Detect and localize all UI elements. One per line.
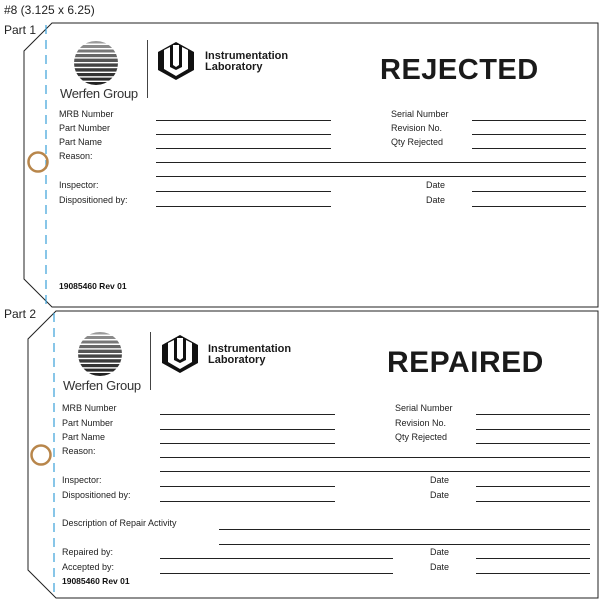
part2-repaired-by-label: Repaired by: — [62, 547, 114, 557]
part1-brand-line1: Instrumentation — [205, 50, 289, 62]
part2-date3-field[interactable] — [476, 558, 590, 559]
part1-partname-field[interactable] — [156, 148, 331, 149]
part2-dispositioned-label: Dispositioned by: — [62, 490, 131, 500]
part2-title: REPAIRED — [387, 346, 544, 379]
part1-revision-field[interactable] — [472, 134, 586, 135]
size-header: #8 (3.125 x 6.25) — [4, 3, 95, 17]
part1-qty-label: Qty Rejected — [391, 137, 444, 147]
part2-serial-label: Serial Number — [395, 403, 453, 413]
part2-partname-field[interactable] — [160, 443, 335, 444]
part1-doc-number: 19085460 Rev 01 — [59, 281, 127, 291]
il-cube-icon-2 — [160, 333, 200, 373]
part1-partname-label: Part Name — [59, 137, 103, 147]
part2-revision-label: Revision No. — [395, 418, 447, 428]
part2-inspector-label: Inspector: — [62, 475, 102, 485]
part2-mrb-field[interactable] — [160, 414, 335, 415]
part2-partnumber-label: Part Number — [62, 418, 114, 428]
part2-date3-label: Date — [430, 547, 450, 557]
part2-doc-number: 19085460 Rev 01 — [62, 576, 130, 586]
part1-inspector-label: Inspector: — [59, 180, 99, 190]
part1-mrb-field[interactable] — [156, 120, 331, 121]
part2-qty-label: Qty Rejected — [395, 432, 448, 442]
part1-dispositioned-label: Dispositioned by: — [59, 195, 128, 205]
werfen-globe-icon-2 — [76, 331, 124, 377]
part2-brand-line2: Laboratory — [208, 354, 266, 366]
part2-repair-desc-label: Description of Repair Activity — [62, 518, 177, 528]
part1-company-name: Werfen Group — [60, 86, 138, 101]
part2-accepted-by-label: Accepted by: — [62, 562, 115, 572]
part2-brand — [208, 344, 291, 366]
part1-title: REJECTED — [380, 54, 539, 86]
part1-date2-field[interactable] — [472, 206, 586, 207]
part1-label: Part 1 — [4, 23, 37, 37]
part2-label: Part 2 — [4, 307, 37, 321]
part1-logo-divider — [147, 40, 148, 98]
part1-date1-field[interactable] — [472, 191, 586, 192]
part1-serial-label: Serial Number — [391, 109, 449, 119]
part2-date4-label: Date — [430, 562, 450, 572]
part2-brand-line1: Instrumentation — [208, 343, 292, 355]
part2-reason-field[interactable] — [160, 457, 590, 458]
part2-mrb-label: MRB Number — [62, 403, 117, 413]
il-cube-icon — [156, 40, 196, 80]
part1-reason-label: Reason: — [59, 151, 93, 161]
part2-inspector-field[interactable] — [160, 486, 335, 487]
part1-partnumber-label: Part Number — [59, 123, 111, 133]
part1-brand — [205, 51, 288, 73]
part1-dispositioned-field[interactable] — [156, 206, 331, 207]
part1-serial-field[interactable] — [472, 120, 586, 121]
part2-date2-label: Date — [430, 490, 450, 500]
part2-date1-field[interactable] — [476, 486, 590, 487]
part1-reason-field-2[interactable] — [156, 176, 586, 177]
part2-dispositioned-field[interactable] — [160, 501, 335, 502]
part2-qty-field[interactable] — [476, 443, 590, 444]
part1-mrb-label: MRB Number — [59, 109, 114, 119]
part2-repair-desc-field[interactable] — [219, 529, 590, 530]
part2-repair-desc-field-2[interactable] — [219, 544, 590, 545]
part2-date1-label: Date — [430, 475, 450, 485]
werfen-globe-icon — [72, 40, 120, 86]
part2-partnumber-field[interactable] — [160, 429, 335, 430]
part1-brand-line2: Laboratory — [205, 61, 263, 73]
part1-revision-label: Revision No. — [391, 123, 443, 133]
part2-date2-field[interactable] — [476, 501, 590, 502]
part1-inspector-field[interactable] — [156, 191, 331, 192]
part1-reason-field[interactable] — [156, 162, 586, 163]
part2-serial-field[interactable] — [476, 414, 590, 415]
part1-partnumber-field[interactable] — [156, 134, 331, 135]
part2-company-name: Werfen Group — [63, 378, 141, 393]
part2-reason-field-2[interactable] — [160, 471, 590, 472]
part2-partname-label: Part Name — [62, 432, 106, 442]
part1-date2-label: Date — [426, 195, 446, 205]
part2-date4-field[interactable] — [476, 573, 590, 574]
part1-qty-field[interactable] — [472, 148, 586, 149]
part2-reason-label: Reason: — [62, 446, 96, 456]
part2-logo-divider — [150, 332, 151, 390]
part1-date1-label: Date — [426, 180, 446, 190]
part2-revision-field[interactable] — [476, 429, 590, 430]
part2-repaired-by-field[interactable] — [160, 558, 393, 559]
part2-accepted-by-field[interactable] — [160, 573, 393, 574]
